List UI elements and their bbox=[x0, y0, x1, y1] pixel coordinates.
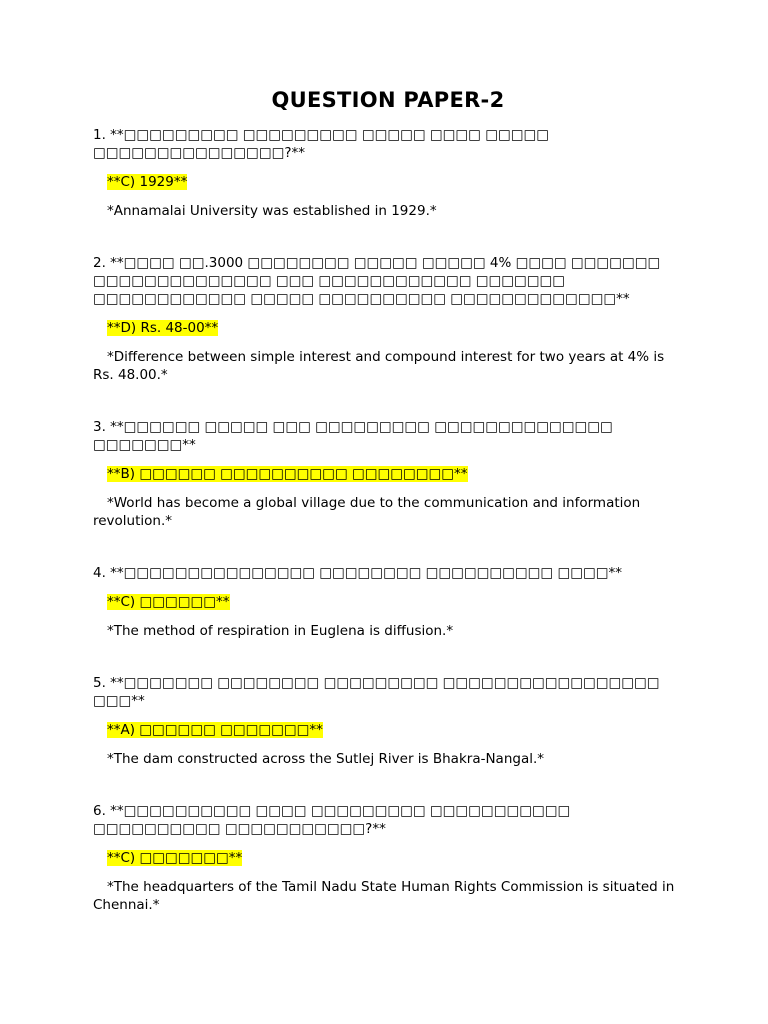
question-block-1 bbox=[93, 126, 683, 220]
answer-line bbox=[107, 465, 683, 483]
document-page bbox=[93, 86, 683, 914]
question-block-3 bbox=[93, 418, 683, 530]
explanation-text: *The method of respiration in Euglena is diffusion.* bbox=[107, 623, 454, 639]
answer-highlight: **D) Rs. 48-00** bbox=[107, 320, 219, 336]
question-block-6 bbox=[93, 802, 683, 914]
answer-line bbox=[107, 173, 683, 191]
answer-highlight: **B) □□□□□□ □□□□□□□□□□ □□□□□□□□** bbox=[107, 466, 468, 482]
answer-line bbox=[107, 721, 683, 739]
question-block-2 bbox=[93, 254, 683, 384]
question-text: 1. **□□□□□□□□□ □□□□□□□□□ □□□□□ □□□□ □□□□□ □□□□□□□□□□□□□□□?** bbox=[93, 127, 550, 161]
question-text: 5. **□□□□□□□ □□□□□□□□ □□□□□□□□□ □□□□□□□□□□□□□□□□□ □□□** bbox=[93, 675, 660, 709]
answer-highlight: **C) 1929** bbox=[107, 174, 188, 190]
answer-line bbox=[107, 319, 683, 337]
explanation-text: *The dam constructed across the Sutlej River is Bhakra-Nangal.* bbox=[107, 751, 545, 767]
answer-highlight: **C) □□□□□□□** bbox=[107, 850, 243, 866]
question-text: 6. **□□□□□□□□□□ □□□□ □□□□□□□□□ □□□□□□□□□□□ □□□□□□□□□□ □□□□□□□□□□□?** bbox=[93, 803, 571, 837]
explanation-text: *World has become a global village due to the communication and information revolution.* bbox=[93, 495, 641, 529]
question-text: 2. **□□□□ □□.3000 □□□□□□□□ □□□□□ □□□□□ 4% □□□□ □□□□□□□ □□□□□□□□□□□□□□ □□□ □□□□□□□□□□□□ □□□□□□□ □□□□□□□□□□□□ □□□□□ □□□□□□□□□□ □□□□□□□□□□□□□** bbox=[93, 255, 661, 307]
question-text: 3. **□□□□□□ □□□□□ □□□ □□□□□□□□□ □□□□□□□□□□□□□□ □□□□□□□** bbox=[93, 419, 613, 453]
answer-highlight: **A) □□□□□□ □□□□□□□** bbox=[107, 722, 323, 738]
explanation-text: *The headquarters of the Tamil Nadu State Human Rights Commission is situated in Chennai.* bbox=[93, 879, 675, 913]
question-block-5 bbox=[93, 674, 683, 768]
question-block-4 bbox=[93, 564, 683, 640]
page-title: QUESTION PAPER-2 bbox=[271, 88, 505, 112]
explanation-text: *Difference between simple interest and compound interest for two years at 4% is Rs. 48.00.* bbox=[93, 349, 665, 383]
explanation-text: *Annamalai University was established in 1929.* bbox=[107, 203, 437, 219]
answer-line bbox=[107, 593, 683, 611]
question-text: 4. **□□□□□□□□□□□□□□□ □□□□□□□□ □□□□□□□□□□ □□□□** bbox=[93, 565, 622, 581]
answer-highlight: **C) □□□□□□** bbox=[107, 594, 230, 610]
answer-line bbox=[107, 849, 683, 867]
